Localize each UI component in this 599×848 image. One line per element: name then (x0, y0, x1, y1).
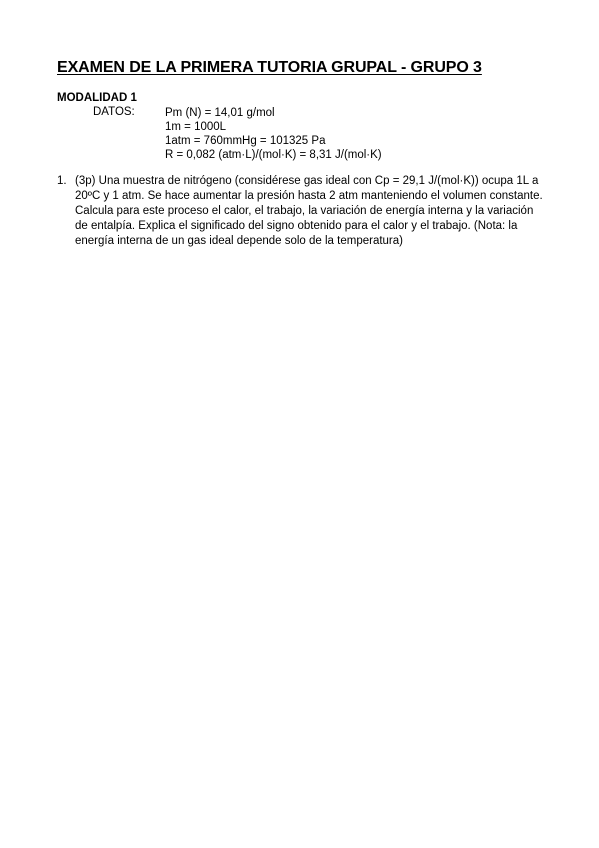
datos-label: DATOS: (93, 106, 135, 118)
dato-gas-constant: R = 0,082 (atm·L)/(mol·K) = 8,31 J/(mol·K) (165, 149, 382, 161)
dato-molar-mass: Pm (N) = 14,01 g/mol (165, 107, 275, 119)
exam-title: EXAMEN DE LA PRIMERA TUTORIA GRUPAL - GRUPO 3 (57, 59, 482, 76)
question-text: (3p) Una muestra de nitrógeno (considérese gas ideal con Cp = 29,1 J/(mol·K)) ocupa 1L a 20ºC y 1 atm. Se hace aumentar la presión hasta 2 atm manteniendo el volumen constante. Calcula para este proceso el calor, el trabajo, la variación de energía interna y la variación de entalpía. Explica el significado del signo obtenido para el calor y el trabajo. (Nota: la energía interna de un gas ideal depende solo de la temperatura) (75, 175, 543, 247)
dato-pressure-conversion: 1atm = 760mmHg = 101325 Pa (165, 135, 326, 147)
modalidad-heading: MODALIDAD 1 (57, 92, 137, 104)
question-number: 1. (57, 175, 67, 187)
question-1 (57, 174, 547, 249)
dato-volume-conversion: 1m = 1000L (165, 121, 227, 133)
datos-list (165, 106, 382, 162)
